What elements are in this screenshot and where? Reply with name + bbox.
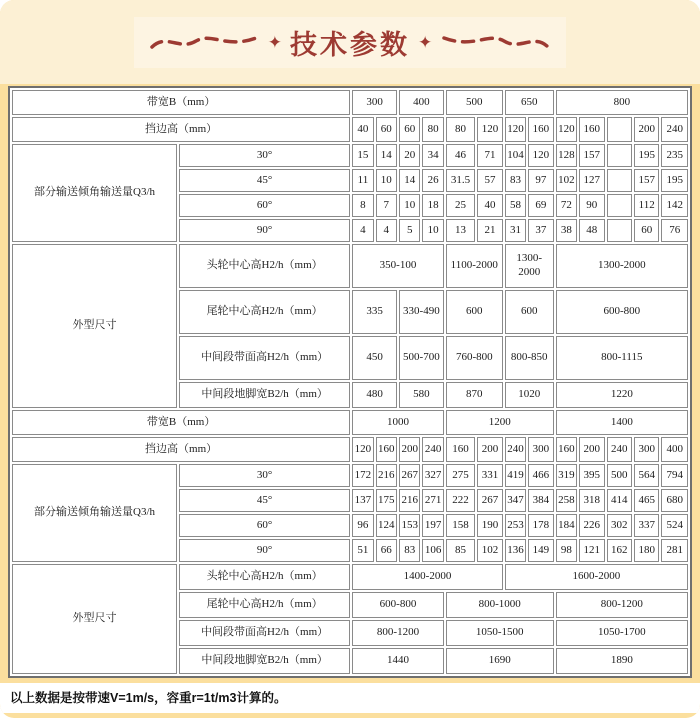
cell: 96 (352, 514, 373, 537)
cell: 335 (352, 290, 397, 334)
cell: 26 (422, 169, 443, 192)
cell: 419 (505, 464, 526, 487)
edge-height-label: 挡边高（mm） (12, 117, 350, 142)
cell: 7 (376, 194, 397, 217)
cell: 1220 (556, 382, 688, 408)
cell: 384 (528, 489, 553, 512)
cell: 172 (352, 464, 373, 487)
cell: 20 (399, 144, 420, 167)
cell: 564 (634, 464, 659, 487)
cell: 137 (352, 489, 373, 512)
angle-label: 45° (179, 169, 350, 192)
cell: 97 (528, 169, 553, 192)
cell: 800-850 (505, 336, 554, 380)
cell: 149 (528, 539, 553, 562)
cell: 319 (556, 464, 577, 487)
cell: 83 (505, 169, 526, 192)
dim-label: 尾轮中心高H2/h（mm） (179, 592, 350, 618)
cell (607, 219, 632, 242)
cell: 600-800 (352, 592, 444, 618)
cell: 197 (422, 514, 443, 537)
cell: 465 (634, 489, 659, 512)
cell: 281 (661, 539, 688, 562)
angle-label: 90° (179, 219, 350, 242)
band-width-value: 800 (556, 90, 688, 115)
cell: 80 (422, 117, 443, 142)
cell: 157 (634, 169, 659, 192)
cell: 112 (634, 194, 659, 217)
cell: 21 (477, 219, 502, 242)
table-row (12, 437, 688, 462)
band-width-label: 带宽B（mm） (12, 90, 350, 115)
cell: 800-1200 (556, 592, 688, 618)
spec-table (8, 86, 692, 678)
cell: 1100-2000 (446, 244, 503, 288)
sparkle-left-icon: ✦ (267, 32, 282, 52)
cell: 102 (477, 539, 502, 562)
cell: 158 (446, 514, 476, 537)
dim-label: 尾轮中心高H2/h（mm） (179, 290, 350, 334)
table-row (12, 464, 688, 487)
cell: 160 (376, 437, 397, 462)
cell: 258 (556, 489, 577, 512)
cell: 4 (352, 219, 373, 242)
cell: 76 (661, 219, 688, 242)
cell: 222 (446, 489, 476, 512)
cell: 240 (505, 437, 526, 462)
angle-label: 45° (179, 489, 350, 512)
cell: 160 (446, 437, 476, 462)
cell: 162 (607, 539, 632, 562)
cell: 347 (505, 489, 526, 512)
sparkle-right-icon: ✦ (418, 32, 433, 52)
dim-label: 头轮中心高H2/h（mm） (179, 244, 350, 288)
cell: 38 (556, 219, 577, 242)
cell: 1300-2000 (505, 244, 554, 288)
dim-label: 中间段带面高H2/h（mm） (179, 620, 350, 646)
cell: 57 (477, 169, 502, 192)
cell: 395 (579, 464, 604, 487)
cell: 500 (607, 464, 632, 487)
cell: 524 (661, 514, 688, 537)
cell: 10 (422, 219, 443, 242)
cell (607, 169, 632, 192)
cell: 83 (399, 539, 420, 562)
band-width-value: 1400 (556, 410, 688, 435)
band-width-value: 1200 (446, 410, 554, 435)
cell: 121 (579, 539, 604, 562)
capacity-section-label: 部分输送倾角输送量Q3/h (12, 464, 177, 562)
cell: 153 (399, 514, 420, 537)
cell: 80 (446, 117, 476, 142)
cell: 18 (422, 194, 443, 217)
cell: 870 (446, 382, 503, 408)
page-title: 技术参数 (290, 29, 410, 61)
cell: 142 (661, 194, 688, 217)
table-row (12, 90, 688, 115)
cell: 120 (505, 117, 526, 142)
cell: 184 (556, 514, 577, 537)
cell: 600-800 (556, 290, 688, 334)
cell: 60 (634, 219, 659, 242)
angle-label: 60° (179, 194, 350, 217)
cell: 331 (477, 464, 502, 487)
cell: 25 (446, 194, 476, 217)
cell: 337 (634, 514, 659, 537)
cell: 1690 (446, 648, 554, 674)
cell: 1020 (505, 382, 554, 408)
cell: 60 (376, 117, 397, 142)
cell: 5 (399, 219, 420, 242)
cell: 120 (477, 117, 502, 142)
cell: 600 (446, 290, 503, 334)
band-width-value: 300 (352, 90, 397, 115)
cell: 760-800 (446, 336, 503, 380)
cell: 226 (579, 514, 604, 537)
cell (607, 144, 632, 167)
cell: 13 (446, 219, 476, 242)
band-width-value: 400 (399, 90, 444, 115)
cell: 60 (399, 117, 420, 142)
cell: 216 (399, 489, 420, 512)
band-width-value: 650 (505, 90, 554, 115)
dim-label: 中间段带面高H2/h（mm） (179, 336, 350, 380)
cell: 14 (376, 144, 397, 167)
cell: 10 (376, 169, 397, 192)
cell: 1300-2000 (556, 244, 688, 288)
band-width-value: 500 (446, 90, 503, 115)
cell: 195 (661, 169, 688, 192)
cell: 48 (579, 219, 604, 242)
cell: 11 (352, 169, 373, 192)
cell: 318 (579, 489, 604, 512)
band-width-label: 带宽B（mm） (12, 410, 350, 435)
dim-label: 头轮中心高H2/h（mm） (179, 564, 350, 590)
capacity-section-label: 部分输送倾角输送量Q3/h (12, 144, 177, 242)
cell: 680 (661, 489, 688, 512)
cell: 800-1000 (446, 592, 554, 618)
cell (607, 117, 632, 142)
cell: 120 (352, 437, 373, 462)
cell: 37 (528, 219, 553, 242)
cell: 300 (634, 437, 659, 462)
cell: 40 (352, 117, 373, 142)
cell: 450 (352, 336, 397, 380)
dim-label: 中间段地脚宽B2/h（mm） (179, 648, 350, 674)
cell: 267 (399, 464, 420, 487)
dimensions-section-label: 外型尺寸 (12, 564, 177, 674)
cell: 98 (556, 539, 577, 562)
angle-label: 30° (179, 464, 350, 487)
table-row (12, 410, 688, 435)
cell: 800-1115 (556, 336, 688, 380)
cell: 102 (556, 169, 577, 192)
dim-label: 中间段地脚宽B2/h（mm） (179, 382, 350, 408)
cell: 414 (607, 489, 632, 512)
cell: 69 (528, 194, 553, 217)
cell: 51 (352, 539, 373, 562)
cell: 72 (556, 194, 577, 217)
angle-label: 30° (179, 144, 350, 167)
cell: 267 (477, 489, 502, 512)
cell: 271 (422, 489, 443, 512)
cell: 216 (376, 464, 397, 487)
cell: 500-700 (399, 336, 444, 380)
cell: 106 (422, 539, 443, 562)
cell: 157 (579, 144, 604, 167)
cell: 400 (661, 437, 688, 462)
cell: 1440 (352, 648, 444, 674)
cell: 46 (446, 144, 476, 167)
cell: 66 (376, 539, 397, 562)
cell: 794 (661, 464, 688, 487)
footnote-text: 以上数据是按带速V=1m/s，容重r=1t/m3计算的。 (10, 691, 287, 705)
table-row (12, 244, 688, 288)
cell: 10 (399, 194, 420, 217)
cell: 104 (505, 144, 526, 167)
cell: 466 (528, 464, 553, 487)
band-width-value: 1000 (352, 410, 444, 435)
cell: 175 (376, 489, 397, 512)
cell: 302 (607, 514, 632, 537)
cell: 300 (528, 437, 553, 462)
dashed-wave-right-icon (440, 29, 552, 55)
cell: 71 (477, 144, 502, 167)
cell: 40 (477, 194, 502, 217)
table-row (12, 117, 688, 142)
cell: 275 (446, 464, 476, 487)
cell: 31.5 (446, 169, 476, 192)
cell: 235 (661, 144, 688, 167)
cell: 200 (477, 437, 502, 462)
cell: 200 (579, 437, 604, 462)
dimensions-section-label: 外型尺寸 (12, 244, 177, 408)
cell: 160 (579, 117, 604, 142)
table-area (0, 84, 700, 678)
cell: 90 (579, 194, 604, 217)
cell: 15 (352, 144, 373, 167)
cell: 240 (422, 437, 443, 462)
cell: 1050-1500 (446, 620, 554, 646)
title-banner (0, 0, 700, 84)
cell: 178 (528, 514, 553, 537)
edge-height-label: 挡边高（mm） (12, 437, 350, 462)
cell: 350-100 (352, 244, 444, 288)
cell: 120 (556, 117, 577, 142)
cell: 180 (634, 539, 659, 562)
cell (607, 194, 632, 217)
cell: 8 (352, 194, 373, 217)
cell: 330-490 (399, 290, 444, 334)
cell: 4 (376, 219, 397, 242)
cell: 240 (607, 437, 632, 462)
cell: 128 (556, 144, 577, 167)
cell: 1890 (556, 648, 688, 674)
cell: 600 (505, 290, 554, 334)
dashed-wave-left-icon (148, 29, 260, 55)
cell: 1050-1700 (556, 620, 688, 646)
table-row (12, 144, 688, 167)
cell: 800-1200 (352, 620, 444, 646)
cell: 200 (634, 117, 659, 142)
cell: 195 (634, 144, 659, 167)
angle-label: 60° (179, 514, 350, 537)
cell: 480 (352, 382, 397, 408)
cell: 136 (505, 539, 526, 562)
cell: 1600-2000 (505, 564, 688, 590)
cell: 120 (528, 144, 553, 167)
cell: 85 (446, 539, 476, 562)
cell: 124 (376, 514, 397, 537)
cell: 34 (422, 144, 443, 167)
cell: 160 (556, 437, 577, 462)
cell: 190 (477, 514, 502, 537)
cell: 327 (422, 464, 443, 487)
cell: 580 (399, 382, 444, 408)
cell: 14 (399, 169, 420, 192)
footnote-strip (0, 683, 700, 713)
table-row (12, 564, 688, 590)
cell: 200 (399, 437, 420, 462)
cell: 253 (505, 514, 526, 537)
cell: 240 (661, 117, 688, 142)
bottom-filler (0, 713, 700, 718)
cell: 58 (505, 194, 526, 217)
cell: 160 (528, 117, 553, 142)
cell: 1400-2000 (352, 564, 503, 590)
cell: 31 (505, 219, 526, 242)
angle-label: 90° (179, 539, 350, 562)
cell: 127 (579, 169, 604, 192)
title-wrap (134, 17, 567, 68)
